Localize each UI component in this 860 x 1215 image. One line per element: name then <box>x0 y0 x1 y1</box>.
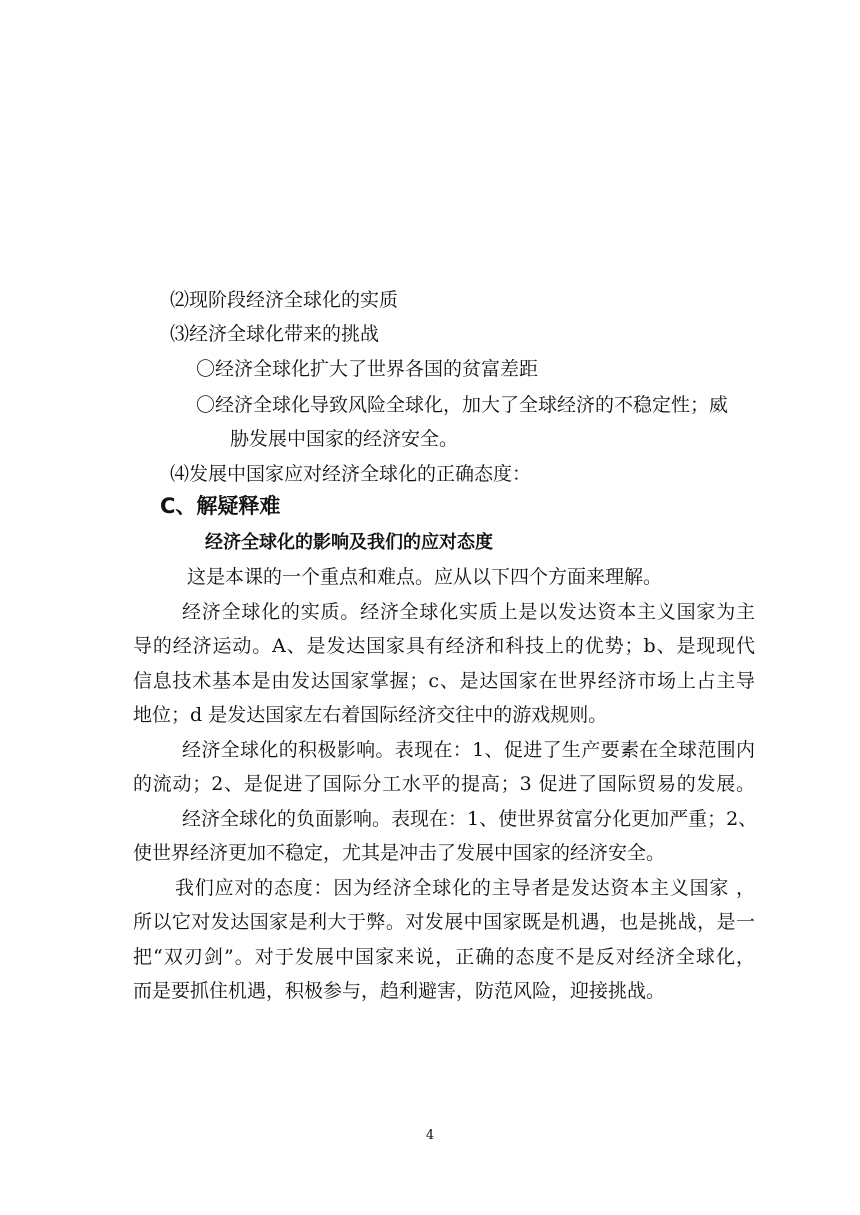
intro-text: 这是本课的一个重点和难点。应从以下四个方面来理解。 <box>187 566 663 588</box>
paragraph-2-line-1: 经济全球化的积极影响。表现在：1、促进了生产要素在全球范围内 <box>182 739 755 761</box>
outline-item-3: ⑶经济全球化带来的挑战 <box>170 323 380 345</box>
paragraph-4-line-1: 我们应对的态度：因为经济全球化的主导者是发达资本主义国家 ， <box>175 877 755 899</box>
paragraph-1-line-3: 信息技术基本是由发达国家掌握；c、是达国家在世界经济市场上占主导 <box>133 670 755 692</box>
section-subheading: 经济全球化的影响及我们的应对态度 <box>205 532 493 553</box>
paragraph-1-line-1: 经济全球化的实质。经济全球化实质上是以发达资本主义国家为主 <box>182 601 755 623</box>
bullet-item-2-line-1: 〇经济全球化导致风险全球化，加大了全球经济的不稳定性；威 <box>196 394 729 416</box>
paragraph-4-line-2: 所以它对发达国家是利大于弊。对发展中国家既是机遇，也是挑战，是一 <box>133 911 755 933</box>
paragraph-3-line-2: 使世界经济更加不稳定，尤其是冲击了发展中国家的经济安全。 <box>133 842 666 864</box>
paragraph-4-line-4: 而是要抓住机遇，积极参与，趋利避害，防范风险，迎接挑战。 <box>133 980 666 1002</box>
page-number: 4 <box>425 1128 435 1143</box>
bullet-item-2-line-2: 胁发展中国家的经济安全。 <box>230 428 459 450</box>
paragraph-3-line-1: 经济全球化的负面影响。表现在：1、使世界贫富分化更加严重；2、 <box>182 808 758 830</box>
outline-item-4: ⑷发展中国家应对经济全球化的正确态度： <box>170 463 532 485</box>
paragraph-2-line-2: 的流动；2、是促进了国际分工水平的提高；3 促进了国际贸易的发展。 <box>133 773 755 795</box>
section-heading: C、解疑释难 <box>160 494 281 518</box>
paragraph-1-line-2: 导的经济运动。A、是发达国家具有经济和科技上的优势；b、是现现代 <box>133 635 755 657</box>
paragraph-4-line-3: 把“双刃剑”。对于发展中国家来说，正确的态度不是反对经济全球化， <box>133 946 755 968</box>
bullet-item-1: 〇经济全球化扩大了世界各国的贫富差距 <box>196 358 539 380</box>
paragraph-1-line-4: 地位；d 是发达国家左右着国际经济交往中的游戏规则。 <box>133 704 608 726</box>
outline-item-2: ⑵现阶段经济全球化的实质 <box>170 289 399 311</box>
